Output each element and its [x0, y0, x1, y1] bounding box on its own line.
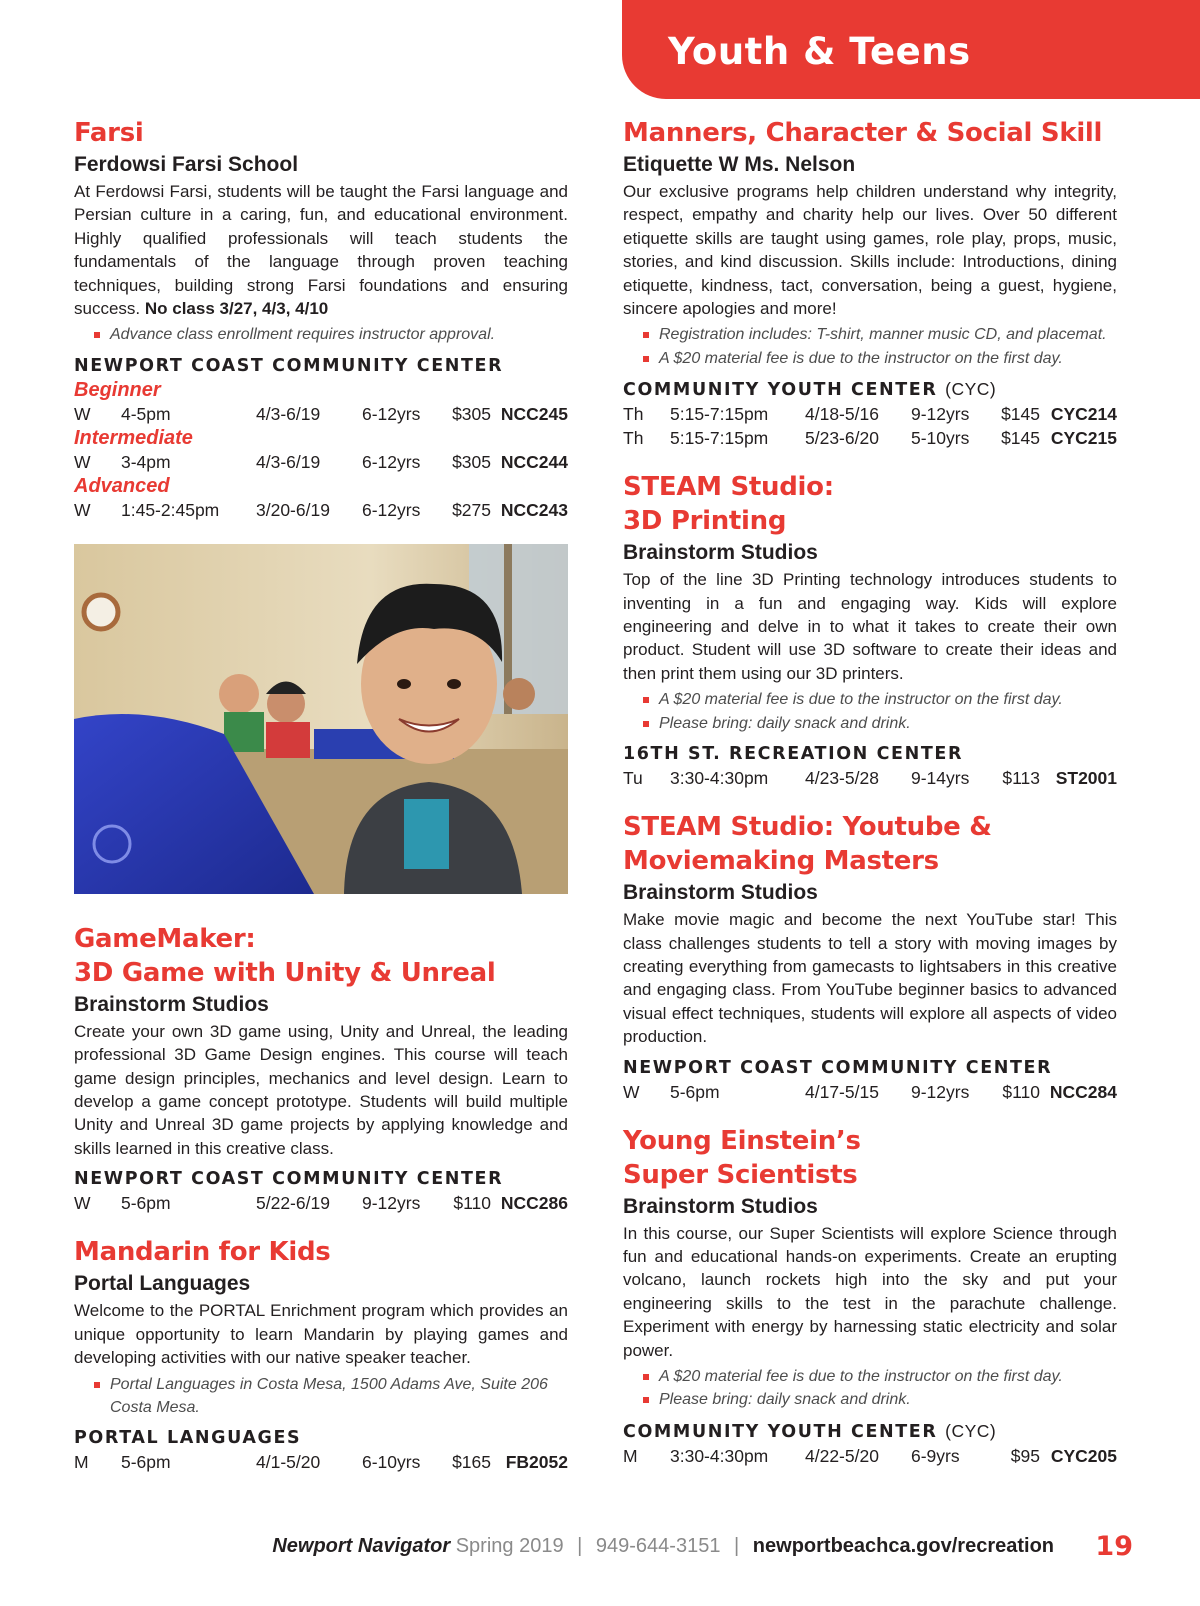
- schedule-row: [623, 1080, 1117, 1104]
- course-description: Top of the line 3D Printing technology introduces students to inventing in a fun and engaging way. Kids will explore engineering and delve in to what it takes to create their own product. Student will use 3D software to create their ideas and then print them using our 3D printers.: [623, 570, 1117, 683]
- row-day: W: [74, 403, 91, 424]
- row-course-code: NCC244: [500, 451, 568, 472]
- row-time: 5-6pm: [121, 1452, 171, 1473]
- row-ages: 6-12yrs: [362, 451, 421, 472]
- wall-clock: [84, 595, 118, 629]
- classroom-photo: [74, 544, 568, 894]
- note-item: A $20 material fee is due to the instructor on the first day.: [643, 688, 1117, 711]
- boy-shirt-print: [404, 799, 449, 869]
- section-title: STEAM Studio:: [623, 472, 834, 503]
- row-dates: 4/23-5/28: [805, 768, 879, 789]
- section-title: 3D Printing: [623, 506, 787, 537]
- gamemaker-section: [74, 922, 568, 1215]
- row-time: 3-4pm: [121, 451, 171, 472]
- row-fee: $145: [1001, 428, 1040, 449]
- page-number: 19: [1095, 1531, 1133, 1562]
- level-label: Advanced: [74, 474, 170, 497]
- row-fee: $305: [452, 451, 491, 472]
- schedule-row: [74, 1191, 568, 1215]
- schedule-row: [74, 498, 568, 522]
- boy-eye: [447, 679, 461, 689]
- section-title: STEAM Studio: Youtube &: [623, 812, 992, 843]
- row-dates: 4/18-5/16: [805, 404, 879, 425]
- row-course-code: NCC243: [500, 499, 568, 520]
- section-title: Moviemaking Masters: [623, 846, 939, 877]
- row-dates: 3/20-6/19: [256, 499, 330, 520]
- provider-name: Brainstorm Studios: [623, 541, 818, 565]
- location-abbr: (CYC): [945, 1420, 997, 1441]
- row-time: 5-6pm: [121, 1193, 171, 1214]
- row-fee: $110: [1002, 1081, 1040, 1102]
- photo-illustration: [74, 544, 568, 894]
- row-time: 5-6pm: [670, 1081, 720, 1102]
- manners-section: [623, 116, 1117, 450]
- location-name: NEWPORT COAST COMMUNITY CENTER: [74, 355, 504, 376]
- student-bg-head: [219, 674, 259, 714]
- schedule-exception: No class 3/27, 4/3, 4/10: [144, 299, 329, 319]
- course-description: Make movie magic and become the next YouTube star! This class challenges students to tell a story with moving images by creating everything from gamecasts to lightsabers in this creative and engaging class. From YouTube beginner basics to advanced visual effect techniques, students will explore all aspects of video production.: [623, 910, 1117, 1047]
- schedule-row: [623, 766, 1117, 790]
- course-notes: [643, 1365, 1117, 1412]
- row-fee: $110: [453, 1193, 491, 1214]
- row-course-code: CYC205: [1050, 1445, 1117, 1466]
- note-item: A $20 material fee is due to the instructor on the first day.: [643, 347, 1117, 370]
- footer-text: [272, 1535, 1054, 1558]
- location-name: COMMUNITY YOUTH CENTER (CYC): [623, 379, 997, 401]
- boy-eye: [397, 679, 411, 689]
- row-time: 3:30-4:30pm: [670, 768, 769, 789]
- footer-separator: |: [577, 1535, 583, 1557]
- course-notes: [94, 1373, 568, 1420]
- note-item: A $20 material fee is due to the instructor on the first day.: [643, 1365, 1117, 1388]
- schedule-row: [623, 402, 1117, 426]
- row-time: 5:15-7:15pm: [670, 404, 769, 425]
- row-ages: 9-14yrs: [911, 768, 970, 789]
- row-ages: 6-10yrs: [362, 1452, 421, 1473]
- location-name: NEWPORT COAST COMMUNITY CENTER: [623, 1057, 1053, 1078]
- schedule-row: [74, 1450, 568, 1474]
- provider-name: Etiquette W Ms. Nelson: [623, 153, 856, 176]
- note-item: Please bring: daily snack and drink.: [643, 1388, 1117, 1411]
- row-dates: 4/3-6/19: [256, 403, 321, 424]
- row-day: W: [623, 1081, 640, 1102]
- provider-name: Brainstorm Studios: [74, 992, 269, 1016]
- row-fee: $95: [1010, 1445, 1040, 1466]
- young-einstein-section: [623, 1124, 1117, 1468]
- row-fee: $145: [1001, 404, 1040, 425]
- left-column: [74, 116, 568, 1494]
- level-label: Intermediate: [74, 426, 193, 449]
- note-item: Advance class enrollment requires instructor approval.: [94, 323, 568, 346]
- course-description: Welcome to the PORTAL Enrichment program which provides an unique opportunity to learn Mandarin by playing games and developing activities with our native speaker teacher.: [74, 1301, 568, 1368]
- steam-3d-printing-section: [623, 470, 1117, 790]
- row-day: W: [74, 499, 91, 520]
- course-notes: [94, 323, 568, 346]
- course-description: Create your own 3D game using, Unity and Unreal, the leading professional 3D Game Design engines. This course will teach game design principles, mechanics and level design. Learn to develop a game concept prototype. Students will build multiple Unity and Unreal 3D game projects by applying knowledge and skills learned in this creative class.: [74, 1021, 568, 1158]
- course-description: At Ferdowsi Farsi, students will be taught the Farsi language and Persian culture in a caring, fun, and educational environment. Highly qualified professionals will teach students the fundamentals of the language through proven teaching techniques, building strong Farsi foundations and ensuring success. No class 3/27, 4/3, 4/10: [74, 182, 568, 319]
- location-name: COMMUNITY YOUTH CENTER (CYC): [623, 1420, 997, 1442]
- row-ages: 9-12yrs: [362, 1193, 421, 1214]
- note-item: Portal Languages in Costa Mesa, 1500 Adams Ave, Suite 206 Costa Mesa.: [94, 1373, 568, 1420]
- location-name: PORTAL LANGUAGES: [74, 1428, 302, 1449]
- footer-url[interactable]: newportbeachca.gov/recreation: [752, 1535, 1054, 1557]
- section-title: Manners, Character & Social Skill: [623, 118, 1103, 148]
- row-day: Th: [623, 428, 644, 449]
- steam-youtube-section: [623, 810, 1117, 1103]
- section-title: Farsi: [74, 118, 144, 148]
- section-banner: [622, 0, 1200, 99]
- row-ages: 5-10yrs: [911, 428, 970, 449]
- row-dates: 5/23-6/20: [805, 428, 879, 449]
- mandarin-section: [74, 1235, 568, 1474]
- page-footer: [0, 1531, 1200, 1567]
- section-title: Young Einstein’s: [623, 1125, 861, 1156]
- provider-name: Brainstorm Studios: [623, 881, 818, 905]
- student-bg-head: [503, 678, 535, 710]
- location-abbr: (CYC): [945, 379, 997, 400]
- note-item: Please bring: daily snack and drink.: [643, 712, 1117, 735]
- footer-separator: |: [734, 1535, 740, 1557]
- section-title: Super Scientists: [623, 1159, 858, 1190]
- row-ages: 9-12yrs: [911, 1081, 970, 1102]
- row-course-code: NCC284: [1049, 1081, 1117, 1102]
- row-day: W: [74, 451, 91, 472]
- row-time: 3:30-4:30pm: [670, 1445, 769, 1466]
- row-dates: 5/22-6/19: [256, 1193, 330, 1214]
- row-dates: 4/22-5/20: [805, 1445, 879, 1466]
- publication-name: Newport Navigator: [272, 1535, 451, 1557]
- row-day: W: [74, 1193, 91, 1214]
- row-fee: $165: [452, 1452, 491, 1473]
- provider-name: Portal Languages: [74, 1272, 251, 1296]
- course-description: In this course, our Super Scientists will explore Science through fun and educational hands-on experiments. Create an erupting volcano, launch rockets high into the sky and put your engineering skills to the test in the parachute challenge. Experiment with energy by harnessing static electricity and solar power.: [623, 1223, 1117, 1360]
- right-column: [623, 116, 1117, 1488]
- row-time: 1:45-2:45pm: [121, 499, 220, 520]
- schedule-row: [74, 402, 568, 426]
- location-name: NEWPORT COAST COMMUNITY CENTER: [74, 1169, 504, 1190]
- row-dates: 4/1-5/20: [256, 1452, 321, 1473]
- row-day: M: [74, 1452, 89, 1473]
- row-time: 4-5pm: [121, 403, 171, 424]
- provider-name: Brainstorm Studios: [623, 1194, 818, 1218]
- schedule-row: [623, 1444, 1117, 1468]
- row-fee: $275: [452, 499, 491, 520]
- row-dates: 4/17-5/15: [805, 1081, 879, 1102]
- row-course-code: CYC214: [1050, 404, 1117, 425]
- row-course-code: CYC215: [1050, 428, 1117, 449]
- section-title: Mandarin for Kids: [74, 1237, 331, 1268]
- publication-season: Spring 2019: [455, 1535, 564, 1557]
- level-label: Beginner: [74, 378, 161, 401]
- banner-title: Youth & Teens: [668, 30, 971, 73]
- section-title: 3D Game with Unity & Unreal: [74, 957, 496, 988]
- student-bg-shirt: [266, 722, 310, 758]
- row-course-code: NCC286: [500, 1193, 568, 1214]
- row-day: Th: [623, 404, 644, 425]
- row-ages: 6-12yrs: [362, 403, 421, 424]
- row-ages: 6-9yrs: [911, 1445, 960, 1466]
- row-course-code: NCC245: [500, 403, 568, 424]
- row-course-code: ST2001: [1055, 768, 1117, 789]
- row-fee: $113: [1002, 768, 1040, 789]
- schedule-row: [74, 450, 568, 474]
- row-day: Tu: [623, 768, 643, 789]
- row-course-code: FB2052: [505, 1452, 568, 1473]
- row-time: 5:15-7:15pm: [670, 428, 769, 449]
- row-day: M: [623, 1445, 638, 1466]
- course-notes: [643, 323, 1117, 370]
- course-notes: [643, 688, 1117, 735]
- farsi-section: [74, 116, 568, 522]
- provider-name: Ferdowsi Farsi School: [74, 153, 299, 176]
- note-item: Registration includes: T-shirt, manner music CD, and placemat.: [643, 323, 1117, 346]
- location-name: 16TH ST. RECREATION CENTER: [623, 744, 964, 765]
- row-dates: 4/3-6/19: [256, 451, 321, 472]
- row-ages: 6-12yrs: [362, 499, 421, 520]
- footer-phone: 949-644-3151: [595, 1535, 721, 1557]
- row-fee: $305: [452, 403, 491, 424]
- section-title: GameMaker:: [74, 923, 256, 954]
- row-ages: 9-12yrs: [911, 404, 970, 425]
- schedule-row: [623, 426, 1117, 450]
- course-description: Our exclusive programs help children understand why integrity, respect, empathy and charity help our lives. Over 50 different etiquette skills are taught using games, role play, props, music, stories, and kind discussion. Skills include: Introductions, dining etiquette, kindness, tact, conversation, being a guest, hygiene, sincere apologies and more!: [623, 182, 1117, 319]
